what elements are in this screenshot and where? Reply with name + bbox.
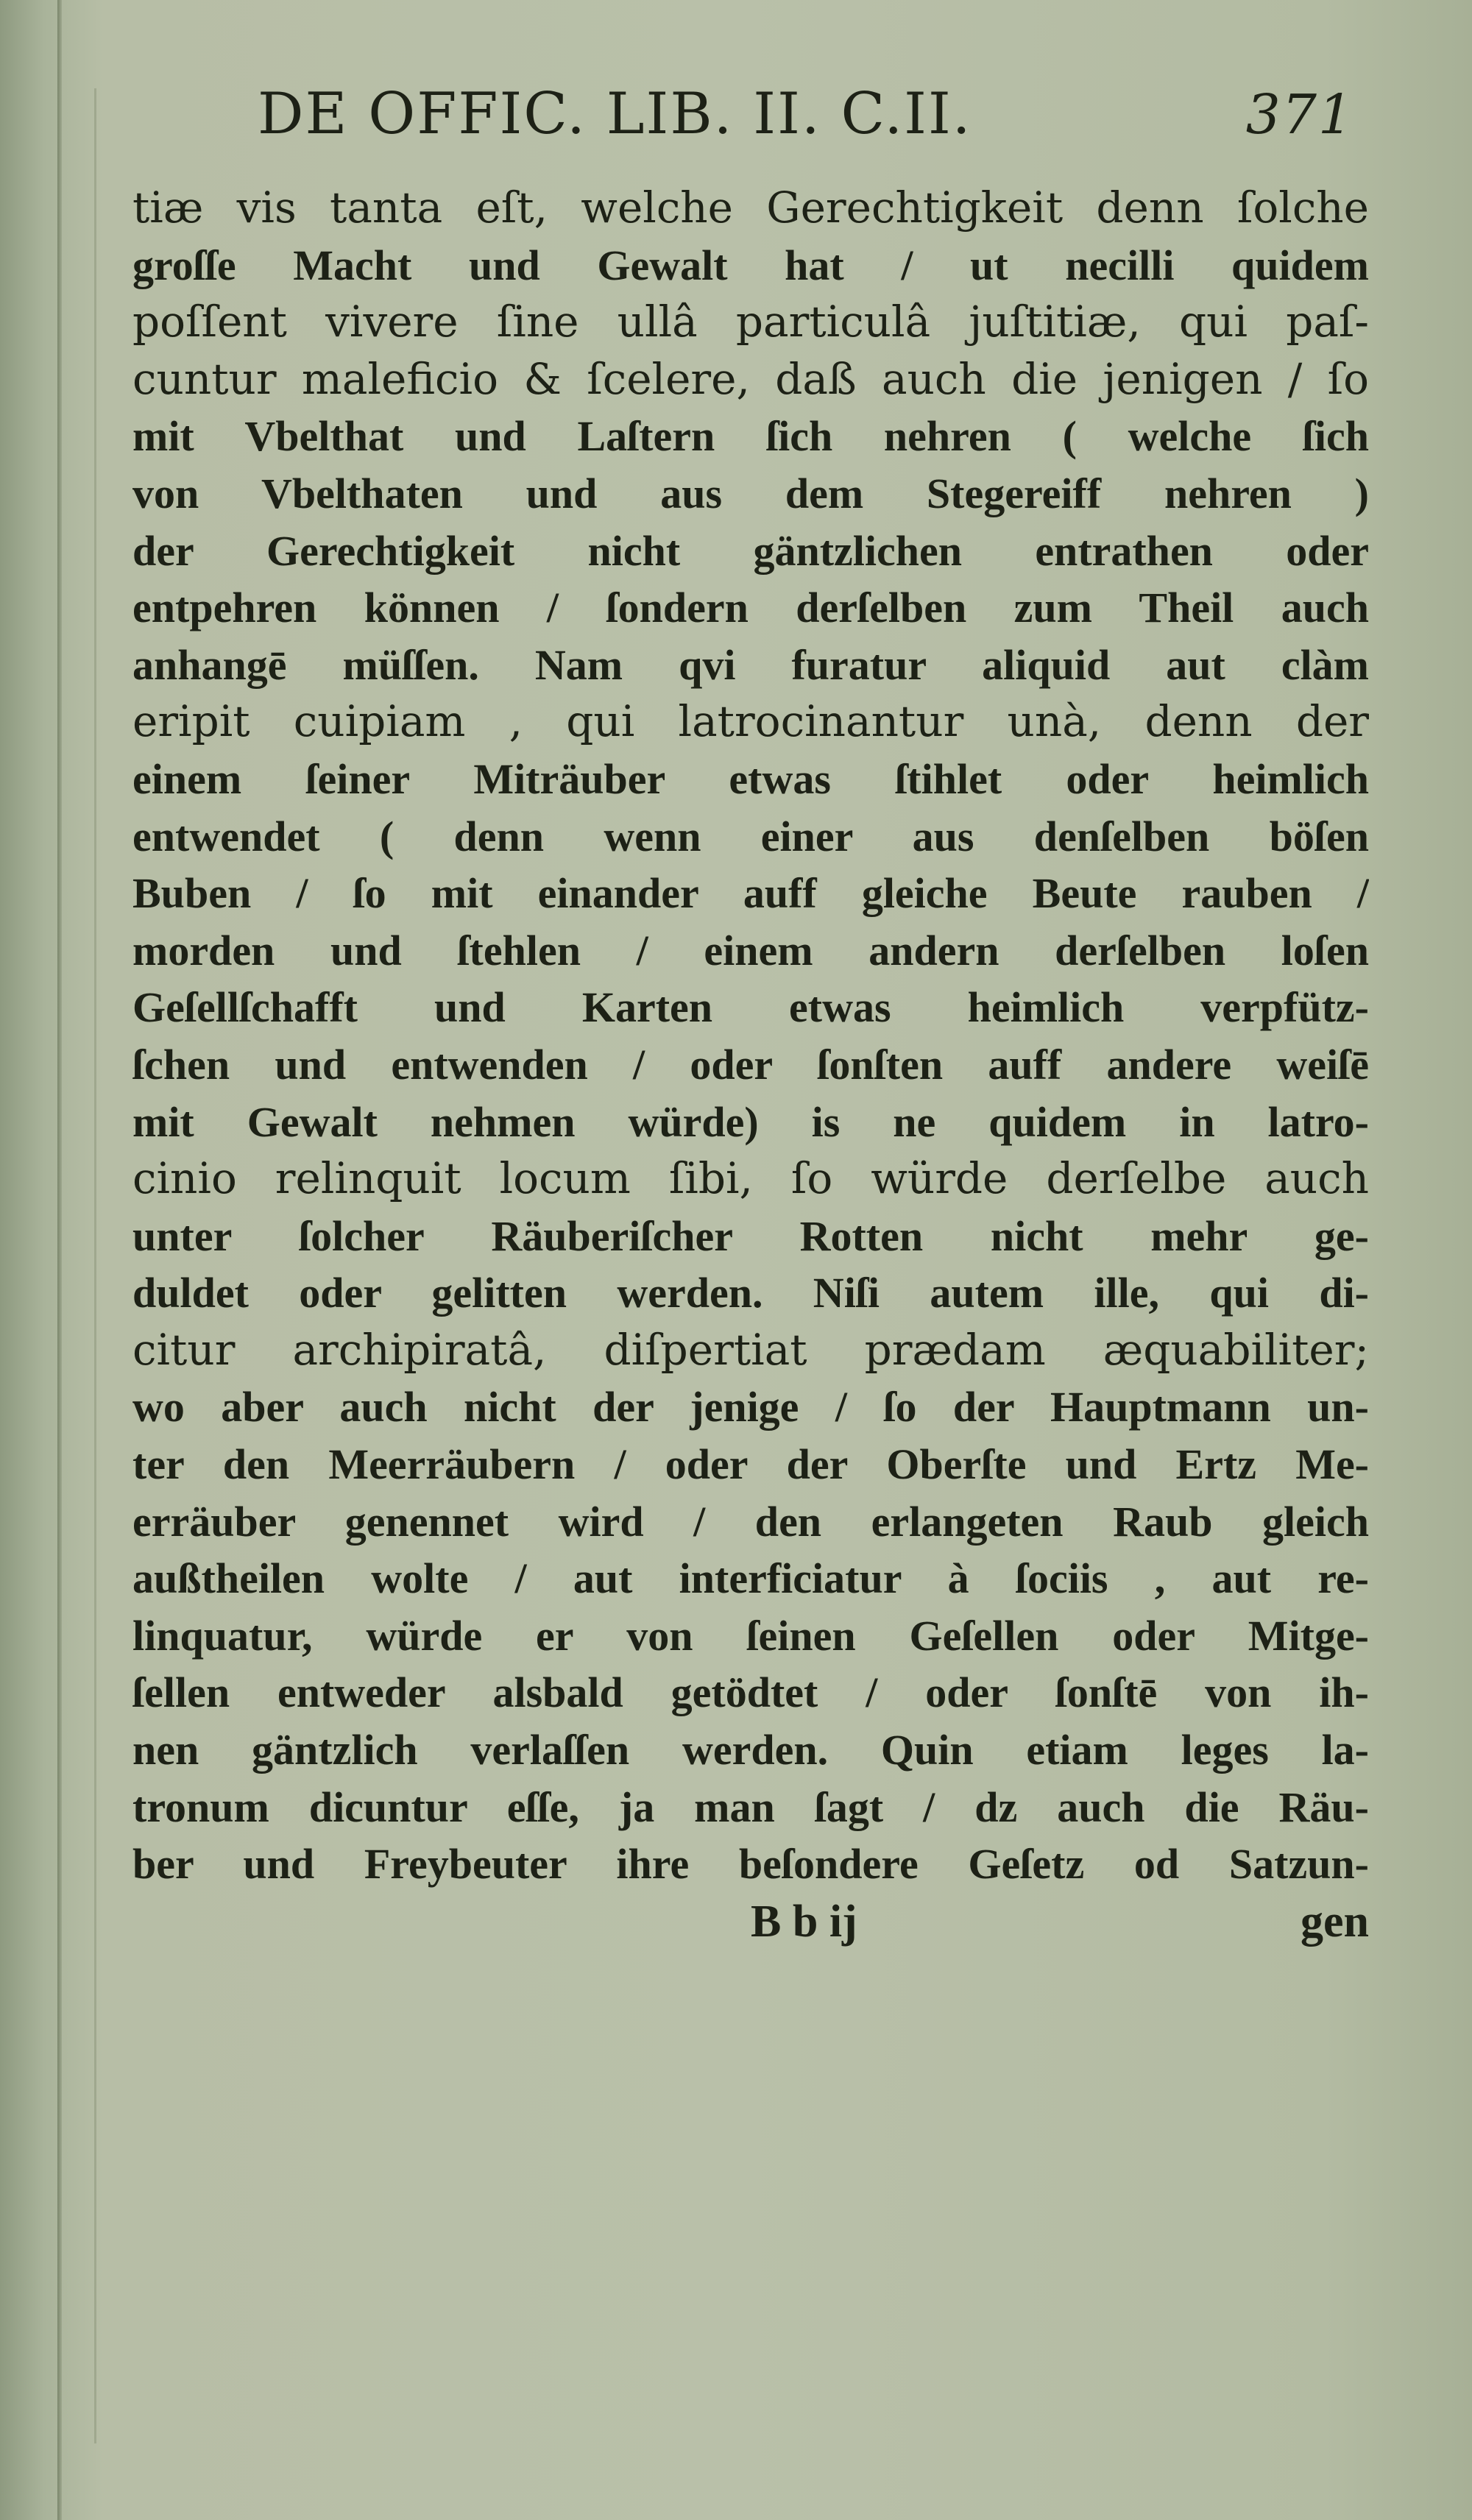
text-line: poſſent vivere ſine ullâ particulâ juſtitiæ, qui paſ- bbox=[132, 297, 1369, 347]
text-line: mit Gewalt nehmen würde) is ne quidem in latro- bbox=[132, 1097, 1369, 1146]
text-line: entwendet ( denn wenn einer aus denſelben böſen bbox=[132, 812, 1369, 860]
running-head bbox=[132, 81, 1369, 169]
running-head-title: DE OFFIC. LIB. II. C.II. bbox=[258, 81, 972, 147]
page-edge-shadow bbox=[94, 88, 96, 2443]
text-line: morden und ſtehlen / einem andern derſelben loſen bbox=[132, 926, 1369, 974]
body-text bbox=[132, 180, 1369, 1893]
text-line: citur archipiratâ, diſpertiat prædam æquabiliter; bbox=[132, 1324, 1369, 1375]
show-through-text bbox=[132, 2377, 1369, 2429]
text-line: eripit cuipiam , qui latrocinantur unà, denn der bbox=[132, 696, 1369, 747]
text-line: anhangē müſſen. Nam qvi furatur aliquid aut clàm bbox=[132, 640, 1369, 689]
page-content bbox=[132, 81, 1369, 1962]
text-line: der Gerechtigkeit nicht gäntzlichen entrathen oder bbox=[132, 526, 1369, 575]
text-line: wo aber auch nicht der jenige / ſo der Hauptmann un- bbox=[132, 1383, 1369, 1431]
text-line: erräuber genennet wird / den erlangeten Raub gleich bbox=[132, 1497, 1369, 1546]
text-line: unter ſolcher Räuberiſcher Rotten nicht mehr ge- bbox=[132, 1211, 1369, 1260]
text-line: mit Vbelthat und Laſtern ſich nehren ( welche ſich bbox=[132, 412, 1369, 461]
catchword: gen bbox=[1301, 1896, 1369, 1947]
text-line: außtheilen wolte / aut interficiatur à ſociis , aut re- bbox=[132, 1554, 1369, 1603]
text-line: entpehren können / ſondern derſelben zum Theil auch bbox=[132, 584, 1369, 632]
text-line: Geſellſchafft und Karten etwas heimlich verpfütz- bbox=[132, 983, 1369, 1032]
binding-gutter bbox=[57, 0, 62, 2520]
text-line: cuntur maleficio & ſcelere, daß auch die jenigen / ſo bbox=[132, 353, 1369, 404]
text-line: Buben / ſo mit einander auff gleiche Beute rauben / bbox=[132, 869, 1369, 918]
text-line: von Vbelthaten und aus dem Stegereiff nehren ) bbox=[132, 469, 1369, 517]
text-line: ber und Freybeuter ihre beſondere Geſetz od Satzun- bbox=[132, 1840, 1369, 1889]
text-line: linquatur, würde er von ſeinen Geſellen oder Mitge- bbox=[132, 1611, 1369, 1660]
text-line: einem ſeiner Miträuber etwas ſtihlet oder heimlich bbox=[132, 754, 1369, 803]
text-line: tronum dicuntur eſſe, ja man ſagt / dz auch die Räu- bbox=[132, 1783, 1369, 1831]
text-line: duldet oder gelitten werden. Niſi autem ille, qui di- bbox=[132, 1269, 1369, 1317]
text-line: cinio relinquit locum ſibi, ſo würde derſelbe auch bbox=[132, 1153, 1369, 1204]
text-line: ſellen entweder alsbald getödtet / oder ſonſtē von ih- bbox=[132, 1668, 1369, 1717]
text-line: tiæ vis tanta eſt, welche Gerechtigkeit denn ſolche bbox=[132, 183, 1369, 233]
text-line: ſchen und entwenden / oder ſonſten auff andere weiſē bbox=[132, 1040, 1369, 1089]
page-footer bbox=[132, 1896, 1369, 1962]
text-line: nen gäntzlich verlaſſen werden. Quin etiam leges la- bbox=[132, 1726, 1369, 1774]
page-number: 371 bbox=[1245, 83, 1354, 146]
text-line: ter den Meerräubern / oder der Oberſte und Ertz Me- bbox=[132, 1440, 1369, 1489]
text-line: groſſe Macht und Gewalt hat / ut necilli quidem bbox=[132, 241, 1369, 289]
signature-mark: B b ij bbox=[751, 1896, 857, 1947]
